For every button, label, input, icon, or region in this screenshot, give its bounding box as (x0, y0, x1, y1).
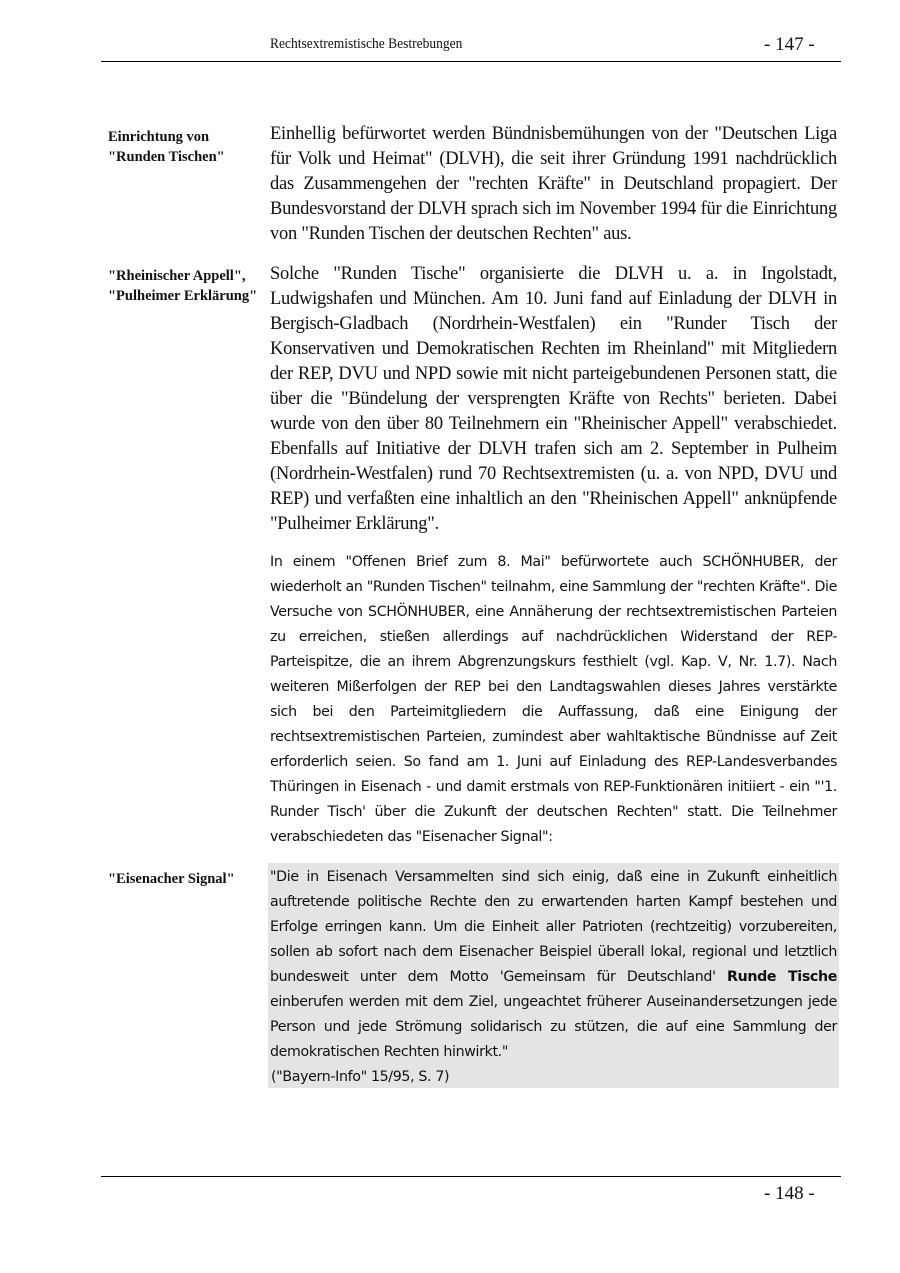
quote-source: ("Bayern-Info" 15/95, S. 7) (271, 1069, 450, 1085)
paragraph-offener-brief: In einem "Offenen Brief zum 8. Mai" befürwortete auch SCHÖNHUBER, der wiederholt an "Runden Tischen" teilnahm, eine Sammlung der "rechten Kräfte". Die Versuche von SCHÖNHUBER, eine Annäherung der rechtsextremistischen Parteien zu erreichen, stießen allerdings auf nachdrücklichen Widerstand der REP-Parteispitze, die an ihrem Abgrenzungskurs festhielt (vgl. Kap. V, Nr. 1.7). Nach weiteren Mißerfolgen der REP bei den Landtagswahlen dieses Jahres verstärkte sich bei den Parteimitgliedern die Auffassung, daß eine Einigung der rechtsextremistischen Parteien, zumindest aber wahltaktische Bündnisse auf Zeit erforderlich seien. So fand am 1. Juni auf Einladung des REP-Landesverbandes Thüringen in Eisenach - und damit erstmals von REP-Funktionären initiiert - ein "'1. Runder Tisch' über die Zukunft der deutschen Rechten" statt. Die Teilnehmer verabschiedeten das "Eisenacher Signal": (270, 554, 837, 845)
page-number-top: - 147 - (764, 34, 815, 55)
margin-label-rheinischer-appell: "Rheinischer Appell", "Pulheimer Erklärung" (108, 268, 258, 304)
running-header-title: Rechtsextremistische Bestrebungen (270, 36, 463, 52)
margin-label-eisenacher-signal: "Eisenacher Signal" (108, 871, 235, 887)
quote-eisenacher-signal (270, 865, 837, 1065)
quote-text-end: einberufen werden mit dem Ziel, ungeachtet früherer Auseinandersetzungen jede Person und jede Strömung solidarisch zu stützen, die auf eine Sammlung der demokratischen Rechten hinwirkt." (270, 994, 837, 1060)
margin-label-runde-tische: Einrichtung von "Runden Tischen" (108, 129, 225, 165)
header-rule (101, 61, 841, 62)
paragraph-rheinischer-appell: Solche "Runden Tische" organisierte die DLVH u. a. in Ingolstadt, Ludwigshafen und München. Am 10. Juni fand auf Einladung der DLVH in Bergisch-Gladbach (Nordrhein-Westfalen) ein "Runder Tisch der Konservativen und Demokratischen Rechten im Rheinland" mit Mitgliedern der REP, DVU und NPD sowie mit nicht parteigebundenen Personen statt, die über die "Bündelung der versprengten Kräfte von Rechts" berieten. Dabei wurde von den über 80 Teilnehmern ein "Rheinischer Appell" verabschiedet. Ebenfalls auf Initiative der DLVH trafen sich am 2. September in Pulheim (Nordrhein-Westfalen) rund 70 Rechtsextremisten (u. a. von NPD, DVU und REP) und verfaßten eine inhaltlich an den "Rheinischen Appell" anknüpfende "Pulheimer Erklärung". (270, 264, 837, 534)
footer-rule (101, 1176, 841, 1177)
quote-emphasis-runde-tische: Runde Tische (727, 969, 838, 985)
page-number-bottom: - 148 - (764, 1183, 815, 1204)
paragraph-runde-tische: Einhellig befürwortet werden Bündnisbemühungen von der "Deutschen Liga für Volk und Heimat" (DLVH), die seit ihrer Gründung 1991 nachdrücklich das Zusammengehen der "rechten Kräfte" in Deutschland propagiert. Der Bundesvorstand der DLVH sprach sich im November 1994 für die Einrichtung von "Runden Tischen der deutschen Rechten" aus. (270, 124, 837, 244)
quote-text-start: "Die in Eisenach Versammelten sind sich einig, daß eine in Zukunft einheitlich auftretende politische Rechte den zu erwartenden harten Kampf bestehen und Erfolge erringen kann. Um die Einheit aller Patrioten (rechtzeitig) vorzubereiten, sollen ab sofort nach dem Eisenacher Beispiel überall lokal, regional und letztlich bundesweit unter dem Motto 'Gemeinsam für Deutschland' (270, 869, 837, 985)
